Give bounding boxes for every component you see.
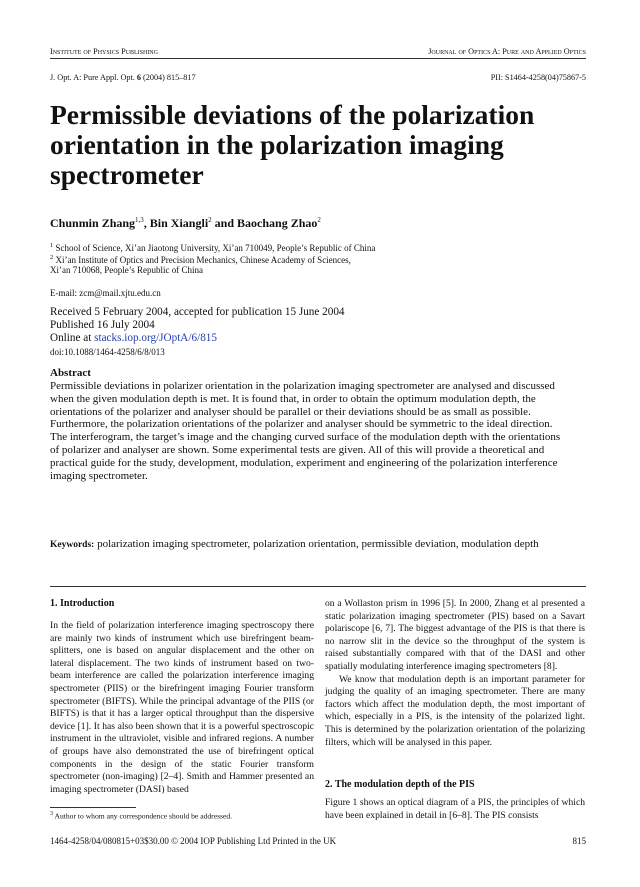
author-separator: ,	[143, 216, 150, 230]
author-affil-sup: 2	[208, 216, 212, 224]
keywords-text: polarization imaging spectrometer, polarization orientation, permissible deviation, modulation depth	[94, 538, 539, 550]
footnote-mark: 3	[50, 811, 53, 817]
citation-year-pages: (2004) 815–817	[143, 73, 196, 82]
published-date: Published 16 July 2004	[50, 319, 155, 331]
publisher-header: Institute of Physics Publishing	[50, 47, 158, 56]
paper-title: Permissible deviations of the polarization orientation in the polarization imaging spectrometer	[50, 99, 535, 190]
author-affil-sup: 1,3	[135, 216, 144, 224]
affiliation-2-cont: Xi’an 710068, People’s Republic of China	[50, 265, 203, 275]
section-2-heading: 2. The modulation depth of the PIS	[325, 779, 475, 790]
contact-email: E-mail: zcm@mail.xjtu.edu.cn	[50, 288, 161, 298]
publication-dates	[50, 306, 345, 345]
keywords	[50, 538, 570, 552]
online-link[interactable]: stacks.iop.org/JOptA/6/815	[94, 332, 217, 344]
footnote-text: Author to whom any correspondence should be addressed.	[53, 811, 233, 821]
page-number: 815	[572, 836, 586, 846]
section-1-paragraph-3: We know that modulation depth is an important parameter for judging the quality of an imaging spectrometer. There are many factors which affect the modulation depth, the most important of which, especially in a PIS, is the intensity of the polarized light. This is determined by the polarization orientation of the polarizing filters, which will be analysed in this paper.	[325, 673, 585, 748]
section-2-paragraph: Figure 1 shows an optical diagram of a PIS, the principles of which have been explained in detail in [6–8]. The PIS consists	[325, 797, 585, 821]
copyright-line: 1464-4258/04/080815+03$30.00 © 2004 IOP Publishing Ltd Printed in the UK	[50, 836, 337, 846]
header-rule	[50, 58, 586, 59]
author-list	[50, 216, 321, 231]
section-1-heading: 1. Introduction	[50, 598, 115, 609]
citation-line	[50, 73, 196, 82]
citation-volume: 6	[136, 73, 141, 82]
right-column	[325, 598, 585, 749]
pii-code: PII: S1464-4258(04)75867-5	[490, 73, 586, 82]
affil-text: Xi’an Institute of Optics and Precision Mechanics, Chinese Academy of Sciences,	[55, 255, 351, 265]
footnote-rule	[50, 807, 136, 808]
author-affil-sup: 2	[317, 216, 321, 224]
online-line	[50, 332, 345, 345]
section-divider	[50, 586, 586, 587]
abstract-heading: Abstract	[50, 367, 91, 379]
affil-text: School of Science, Xi’an Jiaotong University, Xi’an 710049, People’s Republic of China	[55, 243, 376, 253]
affil-sup: 1	[50, 242, 54, 249]
section-1-paragraph-2: on a Wollaston prism in 1996 [5]. In 2000, Zhang et al presented a static polarization imaging spectrometer (PIS) based on a Savart polariscope [6, 7]. The biggest advantage of the PIS is that there is no narrow slit in the device so the throughput of the system is raised substantially compared with that of the DASI and other spatially modulating interference imaging spectrometers [8].	[325, 598, 585, 672]
journal-header: Journal of Optics A: Pure and Applied Optics	[428, 47, 586, 56]
footnote	[50, 811, 232, 821]
received-date: Received 5 February 2004, accepted for publication 15 June 2004	[50, 306, 345, 318]
author-name: Baochang Zhao	[237, 216, 318, 230]
abstract-text: Permissible deviations in polarizer orientation in the polarization imaging spectrometer are analysed and discussed when the given modulation depth is met. It is found that, in order to obtain the optimum modulation depth, the orientations of the polarizer and analyser should be parallel or their deviations should be as small as possible. Furthermore, the polarization orientations of the polarizer and analyser should be symmetric to the ideal direction. The interferogram, the target’s image and the changing curved surface of the modulation depth with the orientations of polarizer and analyser are shown. Some experimental tests are given. All of this will provide a theoretical and practical guide for the study, development, modulation, experiment and engineering of the polarization interference imaging spectrometer.	[50, 380, 561, 482]
author-name: Bin Xiangli	[149, 216, 209, 230]
author-name: Chunmin Zhang	[50, 216, 136, 230]
doi: doi:10.1088/1464-4258/6/8/013	[50, 347, 165, 357]
section-1-paragraph: In the field of polarization interference imaging spectroscopy there are mainly two kinds of instrument which use birefringent beam-splitters, one is based on angular displacement and the other on lateral displacement. The two kinds of instrument based on two-beam interference are called the polarization interference imaging spectrometer (PIIS) or the birefringent imaging Fourier transform spectrometer (BIFTS). While the principal advantage of the PIIS (or BIFTS) is that it has a larger optical throughput than the dispersive device [1]. It has also been shown that it is a powerful spectroscopic instrument in the ultraviolet, visible and infrared regions. A number of groups have also demonstrated the use of birefringent optical components in the design of the static Fourier transform spectrometer (non-imaging) [2–4]. Smith and Hammer presented an imaging spectrometer (DASI) based	[50, 620, 314, 795]
author-separator: and	[211, 216, 238, 230]
online-prefix: Online at	[50, 332, 95, 344]
affil-sup: 2	[50, 254, 54, 261]
keywords-label: Keywords:	[50, 540, 95, 550]
citation-journal: J. Opt. A: Pure Appl. Opt.	[50, 73, 135, 82]
